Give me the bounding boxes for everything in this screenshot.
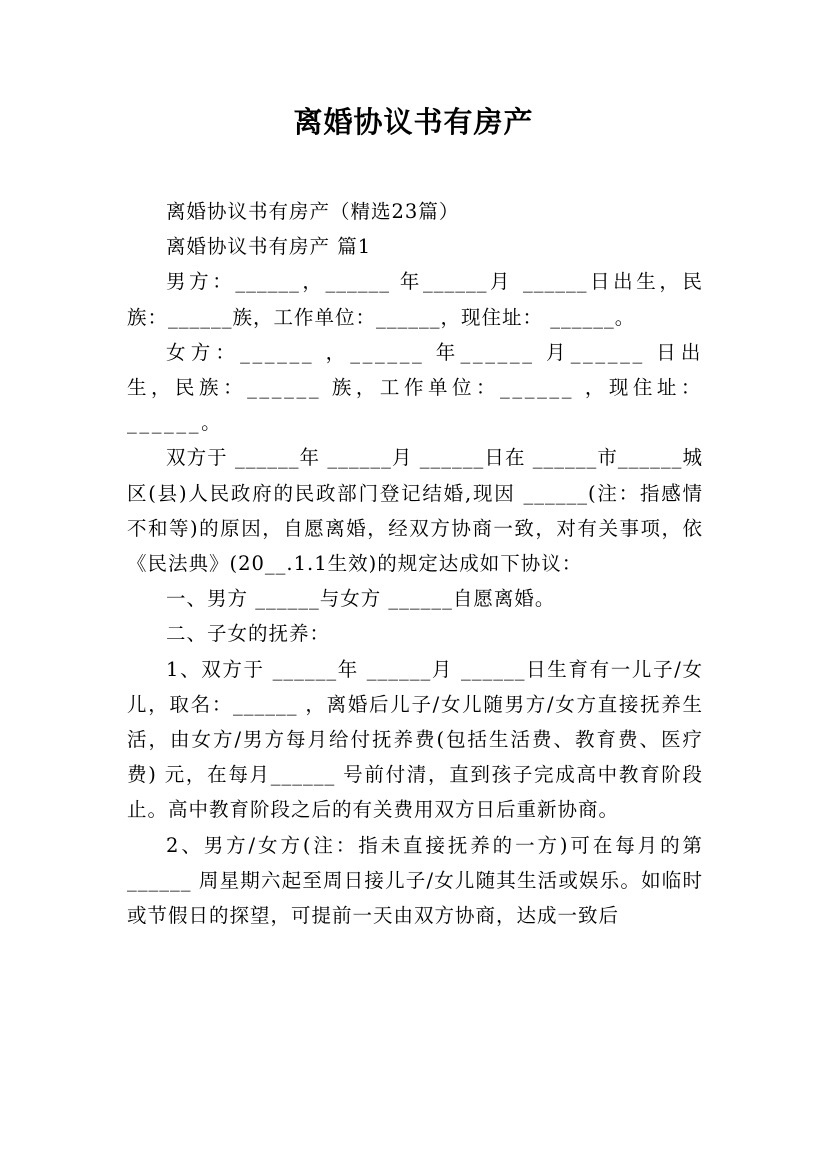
paragraph-husband-info: 男方：______，______ 年______月 ______日出生，民族：______族，工作单位：______，现住址： ______。 [127, 270, 703, 329]
paragraph-wife-info: 女方：______ ，______ 年______ 月______ 日出生，民族：______ 族，工作单位：______ ，现住址： ______。 [127, 340, 712, 435]
paragraph-clause-divorce: 一、男方 ______与女方 ______自愿离婚。 [166, 587, 556, 611]
paragraph-subtitle: 离婚协议书有房产（精选23篇） [166, 200, 460, 223]
paragraph-article-heading: 离婚协议书有房产 篇1 [166, 235, 372, 259]
document-title: 离婚协议书有房产 [293, 105, 534, 139]
paragraph-visitation: 2、男方/女方(注：指未直接抚养的一方)可在每月的第 ______ 周星期六起至周日接儿子/女儿随其生活或娱乐。如临时或节假日的探望，可提前一天由双方协商，达成一致后 [127, 833, 711, 928]
paragraph-marriage-registration: 双方于 ______年 ______月 ______日在 ______市______城区(县)人民政府的民政部门登记结婚,现因 ______(注：指感情不和等)的原因，自愿离婚，经双方协商一致，对有关事项，依《民法典》(20__.1.1生效)的规定达成如下协议： [127, 446, 703, 576]
paragraph-child-custody: 1、双方于 ______年 ______月 ______日生育有一儿子/女儿，取名：______ ，离婚后儿子/女儿随男方/女方直接抚养生活，由女方/男方每月给付抚养费(包括生活费、教育费、医疗费) 元，在每月______ 号前付清，直到孩子完成高中教育阶段止。高中教育阶段之后的有关费用双方日后重新协商。 [127, 657, 703, 822]
paragraph-clause-children: 二、子女的抚养： [166, 622, 331, 646]
document-body [127, 194, 712, 933]
